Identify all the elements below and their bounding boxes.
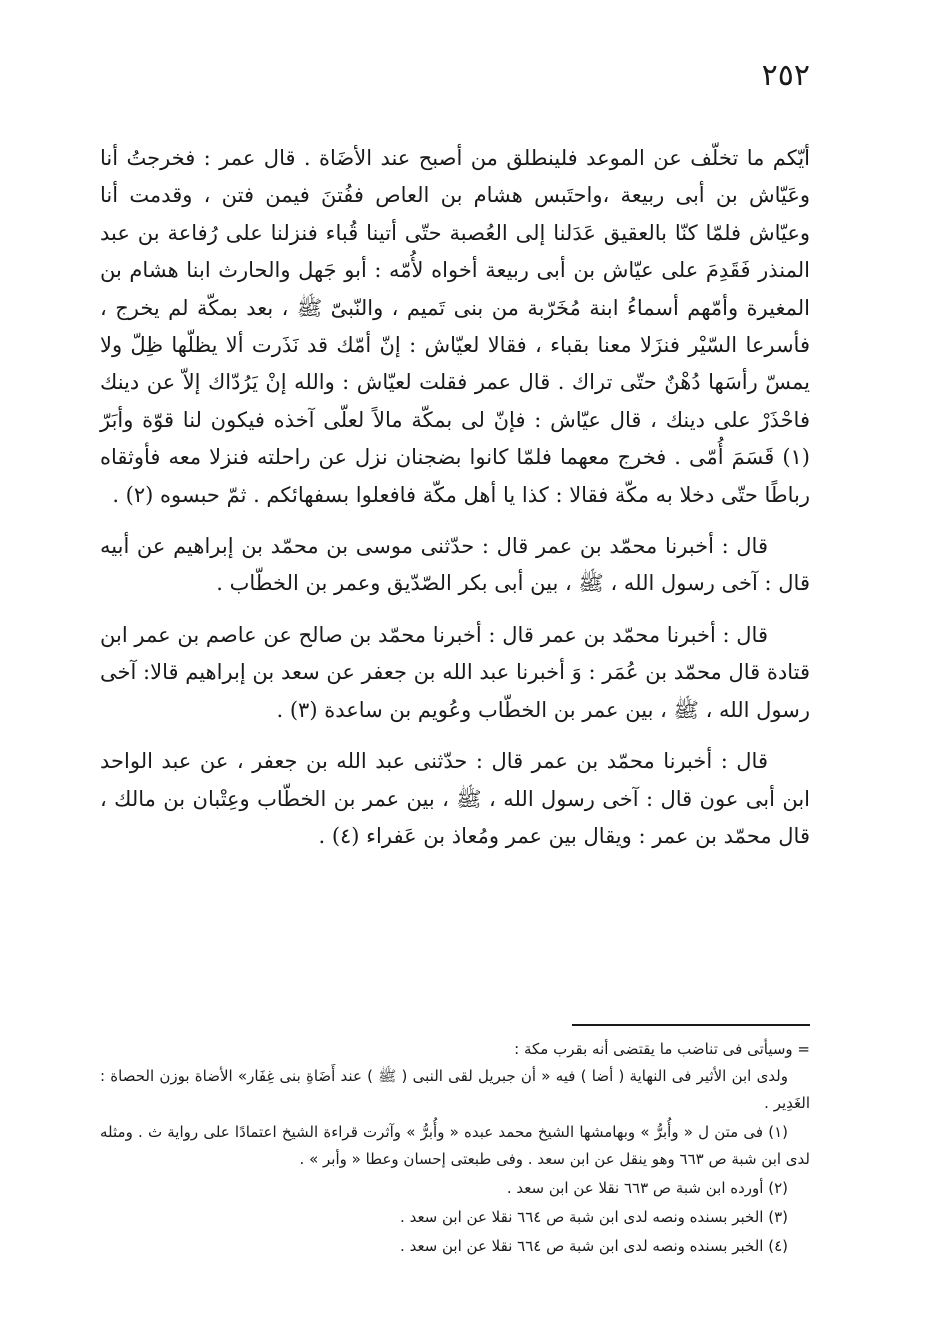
footnotes bbox=[100, 1036, 810, 1260]
paragraph: أيّكم ما تخلّف عن الموعد فلينطلق من أصبح عند الأضَاة . قال عمر : فخرجتُ أنا وعَيّاش بن أبى ربيعة ،واحتَبس هشام بن العاص ففُتنَ فيمن فتن ، وقدمت أنا وعيّاش فلمّا كنّا بالعقيق عَدَلنا إلى العُصبة حتّى أتينا قُباء فنزلنا على رُفاعة بن عبد المنذر فَقَدِمَ على عيّاش بن أبى ربيعة أخواه لأُمّه : أبو جَهل والحارث ابنا هشام بن المغيرة وأمّهم أسماءُ ابنة مُخَرّبة من بنى تَميم ، والنّبىّ ﷺ ، بعد بمكّة لم يخرج ، فأسرعا السّيْر فنزَلا معنا بقباء ، فقالا لعيّاش : إنّ أمّك قد نَذَرت ألا يظلّها ظِلّ ولا يمسّ رأسَها دُهْنٌ حتّى تراك . قال عمر فقلت لعيّاش : والله إنْ يَرُدّاك إلاّ عن دينك فاحْذَرْ على دينك ، قال عيّاش : فإنّ لى بمكّة مالاً لعلّى آخذه فيكون لنا قوّة وأبَرّ (١) قَسَمَ أُمّى . فخرج معهما فلمّا كانوا بضجنان نزل عن راحلته فنزلا معه فأوثقاه رباطًا حتّى دخلا به مكّة فقالا : كذا يا أهل مكّة فافعلوا بسفهائكم . ثمّ حبسوه (٢) . bbox=[100, 146, 810, 507]
footnote: (٢) أورده ابن شبة ص ٦٦٣ نقلا عن ابن سعد . bbox=[506, 1179, 788, 1197]
footnote: (٤) الخبر بسنده ونصه لدى ابن شبة ص ٦٦٤ نقلا عن ابن سعد . bbox=[400, 1237, 788, 1255]
main-text-body bbox=[100, 140, 810, 855]
footnote-divider bbox=[572, 1024, 810, 1026]
footnote: (١) فى متن ل « وأُبرُّ » وبهامشها الشيخ محمد عبده « وأُبرُّ » وآثرت قراءة الشيخ اعتمادًا على رواية ث . ومثله لدى ابن شبة ص ٦٦٣ وهو ينقل عن ابن سعد . وفى طبعتى إحسان وعطا « وأبر » . bbox=[100, 1123, 810, 1168]
footnote: (٣) الخبر بسنده ونصه لدى ابن شبة ص ٦٦٤ نقلا عن ابن سعد . bbox=[400, 1208, 788, 1226]
paragraph: قال : أخبرنا محمّد بن عمر قال : حدّثنى موسى بن محمّد بن إبراهيم عن أبيه قال : آخى رسول الله ، ﷺ ، بين أبى بكر الصّدّيق وعمر بن الخطّاب . bbox=[100, 534, 810, 596]
page-number: ٢٥٢ bbox=[761, 58, 810, 93]
footnote: = وسيأتى فى تناضب ما يقتضى أنه بقرب مكة : bbox=[514, 1040, 810, 1058]
paragraph: قال : أخبرنا محمّد بن عمر قال : أخبرنا محمّد بن صالح عن عاصم بن عمر ابن قتادة قال محمّد بن عُمَر : وَ أخبرنا عبد الله بن جعفر عن سعد بن إبراهيم قالا: آخى رسول الله ، ﷺ ، بين عمر بن الخطّاب وعُويم بن ساعدة (٣) . bbox=[100, 622, 810, 722]
paragraph: قال : أخبرنا محمّد بن عمر قال : حدّثنى عبد الله بن جعفر ، عن عبد الواحد ابن أبى عون قال : آخى رسول الله ، ﷺ ، بين عمر بن الخطّاب وعِتْبان بن مالك ، قال محمّد بن عمر : ويقال بين عمر ومُعاذ بن عَفراء (٤) . bbox=[100, 749, 810, 848]
footnote: ولدى ابن الأثير فى النهاية ( أضا ) فيه « أن جبريل لقى النبى ( ﷺ ) عند أَضَاةِ بنى غِفَار» الأضاة بوزن الحصاة : الغَدِير . bbox=[100, 1067, 810, 1112]
